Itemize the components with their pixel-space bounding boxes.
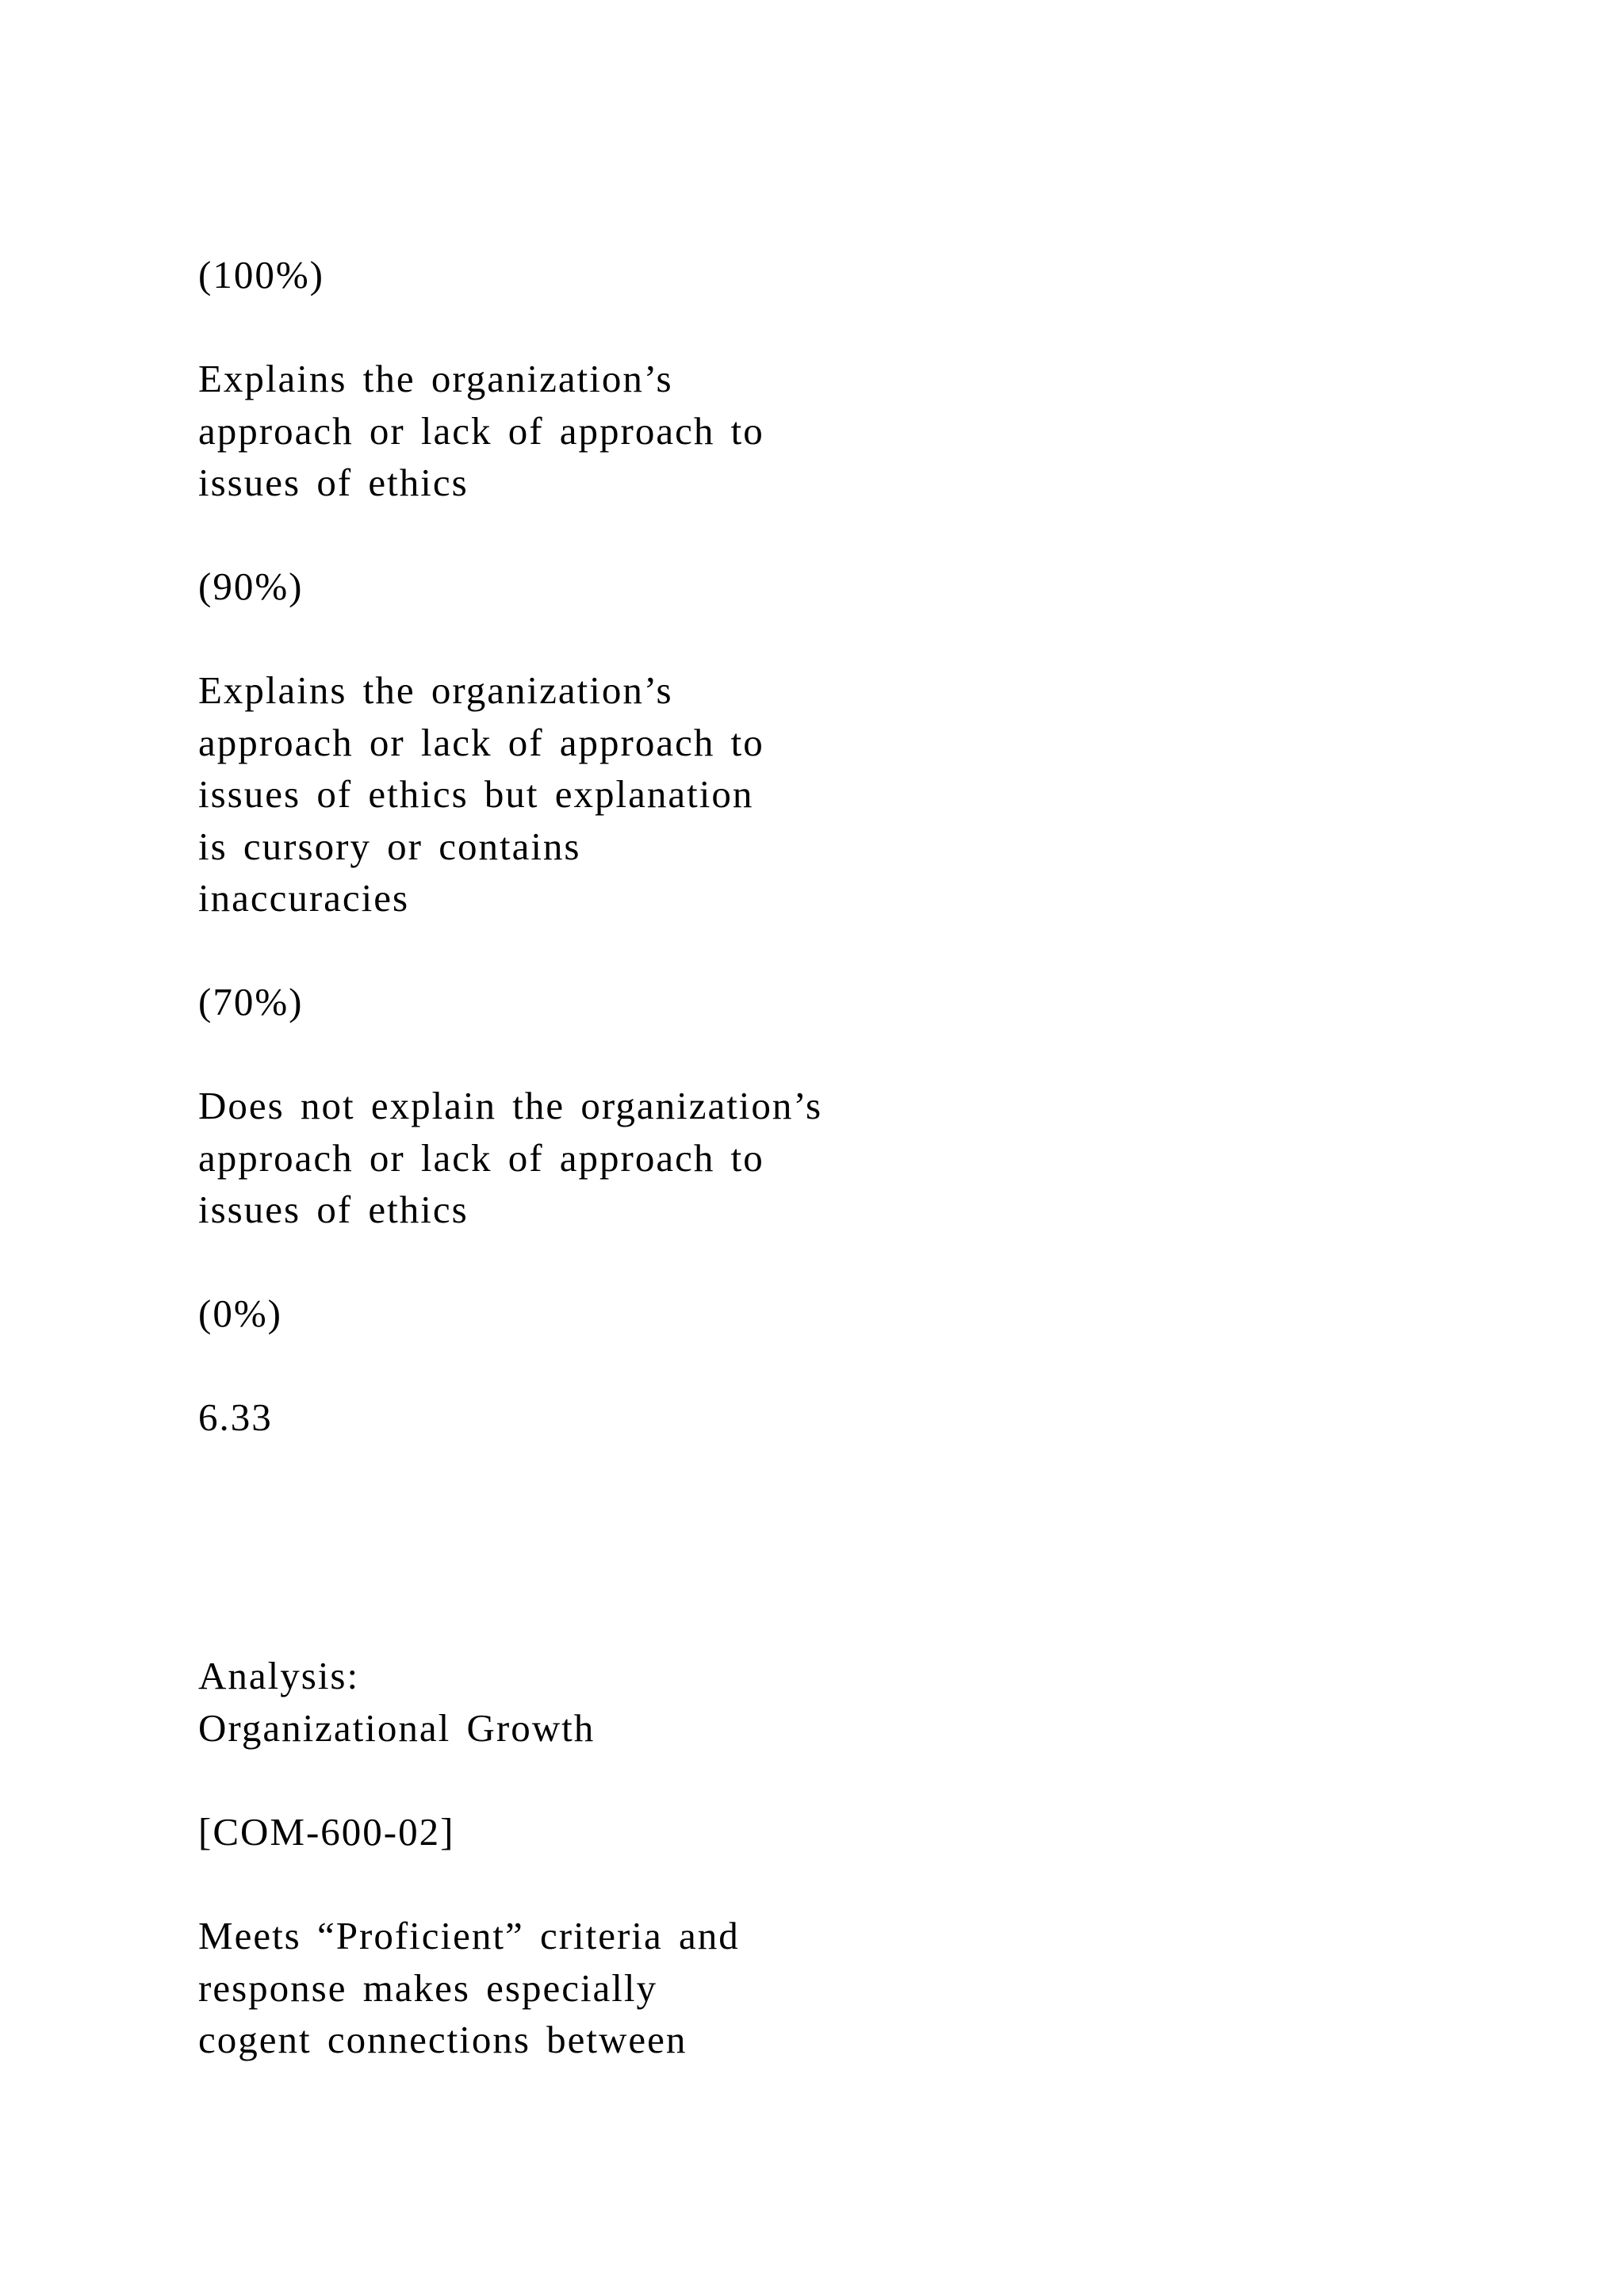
criterion-proficient-description: Explains the organization’s approach or lack of approach to issues of ethics [198,357,764,504]
criterion-code: [COM-600-02] [198,1810,455,1854]
rating-not-evident-percent: (0%) [198,1292,282,1335]
criterion-exemplary-description: Meets “Proficient” criteria and response makes especially cogent connections between [198,1914,740,2061]
rating-exemplary-percent: (100%) [198,253,324,297]
criterion-not-evident-description: Does not explain the organization’s approach or lack of approach to issues of ethics [198,1084,823,1231]
rating-proficient-percent: (90%) [198,564,304,608]
rating-needs-improvement-percent: (70%) [198,980,304,1024]
criterion-value: 6.33 [198,1395,273,1439]
criterion-title: Analysis: Organizational Growth [198,1654,596,1750]
criterion-needs-improvement-description: Explains the organization’s approach or lack of approach to issues of ethics but explanation is cursory or contains inaccuracies [198,668,764,920]
